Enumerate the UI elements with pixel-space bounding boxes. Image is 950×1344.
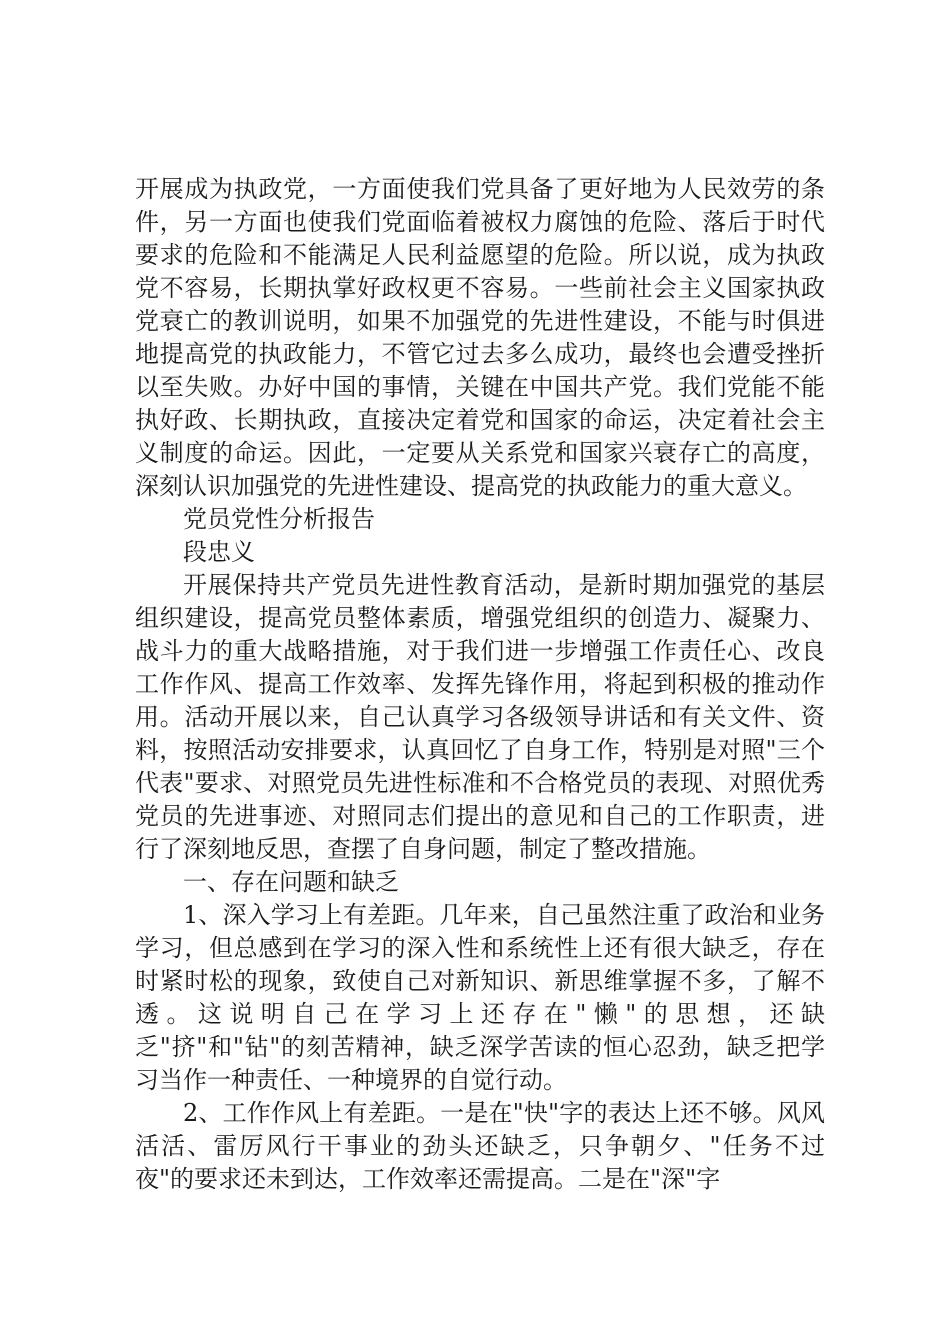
paragraph-intro: 开展成为执政党，一方面使我们党具备了更好地为人民效劳的条件，另一方面也使我们党面临着被权力腐蚀的危险、落后于时代要求的危险和不能满足人民利益愿望的危险。所以说，成为执政党不容易，长期执掌好政权更不容易。一些前社会主义国家执政党衰亡的教训说明，如果不加强党的先进性建设，不能与时俱进地提高党的执政能力，不管它过去多么成功，最终也会遭受挫折以至失败。办好中国的事情，关键在中国共产党。我们党能不能执好政、长期执政，直接决定着党和国家的命运，决定着社会主义制度的命运。因此，一定要从关系党和国家兴衰存亡的高度，深刻认识加强党的先进性建设、提高党的执政能力的重大意义。: [135, 175, 825, 500]
paragraph-work-style-gap: 2、工作作风上有差距。一是在"快"字的表达上还不够。风风活活、雷厉风行干事业的劲头还缺乏，只争朝夕、"任务不过夜"的要求还未到达，工作效率还需提高。二是在"深"字: [135, 1099, 825, 1193]
paragraph-activity: 开展保持共产党员先进性教育活动，是新时期加强党的基层组织建设，提高党员整体素质，增强党组织的创造力、凝聚力、战斗力的重大战略措施，对于我们进一步增强工作责任心、改良工作作风、提高工作效率、发挥先锋作用，将起到积极的推动作用。活动开展以来，自己认真学习各级领导讲话和有关文件、资料，按照活动安排要求，认真回忆了自身工作，特别是对照"三个代表"要求、对照党员先进性标准和不合格党员的表现、对照优秀党员的先进事迹、对照同志们提出的意见和自己的工作职责，进行了深刻地反思，查摆了自身问题，制定了整改措施。: [135, 571, 825, 863]
section-heading-problems: 一、存在问题和缺乏: [183, 868, 399, 896]
paragraph-study-gap: 1、深入学习上有差距。几年来，自己虽然注重了政治和业务学习，但总感到在学习的深入性和系统性上还有很大缺乏，存在时紧时松的现象，致使自己对新知识、新思维掌握不多，了解不透。这说明自己在学习上还存在"懒"的思想，还缺乏"挤"和"钻"的刻苦精神，缺乏深学苦读的恒心忍劲，缺乏把学习当作一种责任、一种境界的自觉行动。: [135, 901, 825, 1094]
author-name: 段忠义: [183, 538, 255, 566]
document-page: [135, 173, 825, 1196]
report-title: 党员党性分析报告: [183, 505, 375, 533]
